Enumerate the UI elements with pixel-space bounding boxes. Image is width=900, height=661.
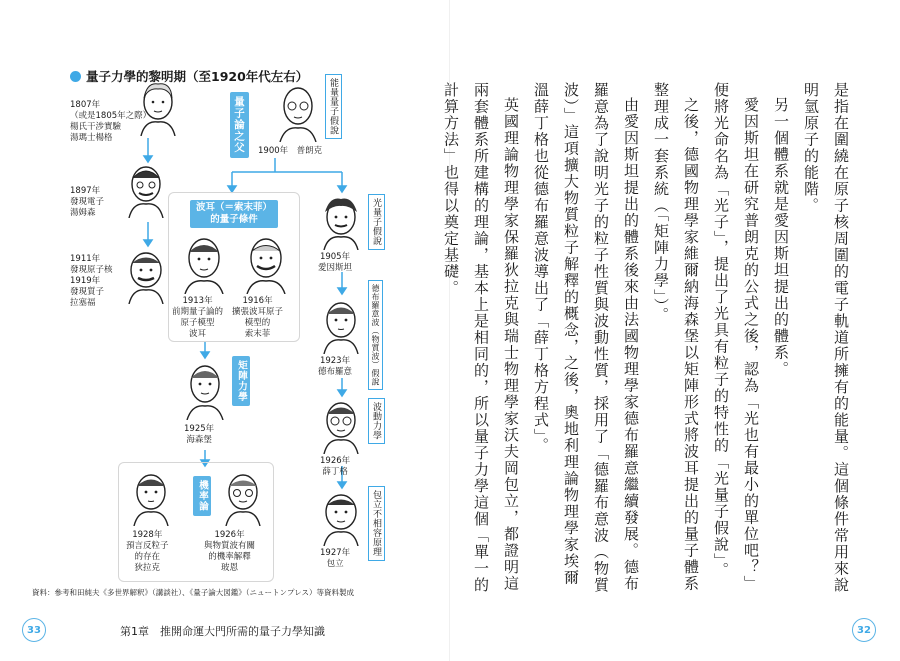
portrait-einstein-icon xyxy=(318,192,364,250)
badge-matter-wave: 德布羅意波（物質波）假說 xyxy=(368,280,383,390)
badge-exclusion: 包立不相容原理 xyxy=(368,486,385,561)
paragraph: 之後，德國物理學家維爾納海森堡以矩陣形式將波耳提出的量子體系整理成一套系統（「矩陣力學」）。 xyxy=(652,82,700,592)
diagram-title-text: 量子力學的黎明期（至1920年代左右） xyxy=(86,69,309,84)
badge-bohr-group: 波耳（＝索末菲） 的量子條件 xyxy=(190,200,278,228)
paragraph: 由愛因斯坦提出的體系後來由法國物理學家德布羅意繼續發展。德布羅意為了說明光子的粒子性質與波動性質，採用了「德羅布意波（物質波）」這項擴大物質粒子解釋的概念，之後，奧地利理論物理學家埃爾溫薛丁格也從德布羅意波導出了「薛丁格方程式」。 xyxy=(532,82,640,594)
label-pauli: 1927年 包立 xyxy=(320,548,351,569)
portrait-rutherford-icon xyxy=(123,246,169,304)
label-schrodinger: 1926年 薛丁格 xyxy=(320,456,351,477)
portrait-thomson-icon xyxy=(123,160,169,218)
portrait-schrodinger-icon xyxy=(318,396,364,454)
chapter-footer: 第1章 推開命運大門所需的量子力學知識 xyxy=(120,625,325,638)
label-bohr: 1913年 前期量子論的 原子模型 波耳 xyxy=(172,296,224,339)
paragraph: 英國理論物理學家保羅狄拉克與瑞士物理學家沃夫岡包立，都證明這兩套體系所建構的理論，基本上是相同的，所以量子力學這個「單一的計算方法」也得以奠定基礎。 xyxy=(442,82,520,594)
label-young: 1807年 （或是1805年之際） 楊氏干涉實驗 湯瑪士楊格 xyxy=(70,100,152,143)
badge-father: 量子論之父 xyxy=(230,92,249,158)
label-rutherford: 1911年 發現原子核 1919年 發現質子 拉塞福 xyxy=(70,254,113,308)
label-heisenberg: 1925年 海森堡 xyxy=(184,424,215,445)
body-text xyxy=(436,82,856,602)
page-number-left: 33 xyxy=(22,618,46,642)
portrait-pauli-icon xyxy=(318,488,364,546)
label-de-broglie: 1923年 德布羅意 xyxy=(318,356,353,377)
badge-planck-hypothesis: 能量量子假說 xyxy=(325,74,342,139)
right-page xyxy=(442,0,900,661)
label-planck: 1900年 普朗克 xyxy=(258,146,323,156)
label-born: 1926年 與物質波有關 的機率解釋 玻恩 xyxy=(204,530,256,573)
badge-probability: 機率論 xyxy=(193,476,211,516)
page-number-right: 32 xyxy=(852,618,876,642)
badge-wave-mechanics: 波動力學 xyxy=(368,398,385,444)
paragraph: 是指在圍繞在原子核周圍的電子軌道所擁有的能量。這個條件常用來說明氫原子的能階。 xyxy=(802,82,850,594)
badge-matrix-mechanics: 矩陣力學 xyxy=(232,356,250,406)
label-einstein: 1905年 愛因斯坦 xyxy=(318,252,353,273)
portrait-heisenberg-icon xyxy=(182,358,228,420)
label-dirac: 1928年 預言反粒子 的存在 狄拉克 xyxy=(126,530,169,573)
paragraph: 另一個體系就是愛因斯坦提出的體系。 xyxy=(772,97,790,378)
portrait-planck-icon xyxy=(275,80,321,142)
source-credit: 資料：參考和田純夫《多世界解釈》（講談社）、《量子論大図鑑》（ニュートンプレス）等資料製成 xyxy=(32,588,354,597)
paragraph: 愛因斯坦在研究普朗克的公式之後，認為「光也有最小的單位吧？」便將光命名為「光子」，提出了光具有粒子的特性的「光量子假說」。 xyxy=(712,82,760,592)
portrait-de-broglie-icon xyxy=(318,296,364,354)
badge-photon-hypothesis: 光量子假說 xyxy=(368,194,385,250)
label-thomson: 1897年 發現電子 湯姆森 xyxy=(70,186,105,218)
label-sommerfeld: 1916年 擴張波耳原子 模型的 索末菲 xyxy=(232,296,284,339)
